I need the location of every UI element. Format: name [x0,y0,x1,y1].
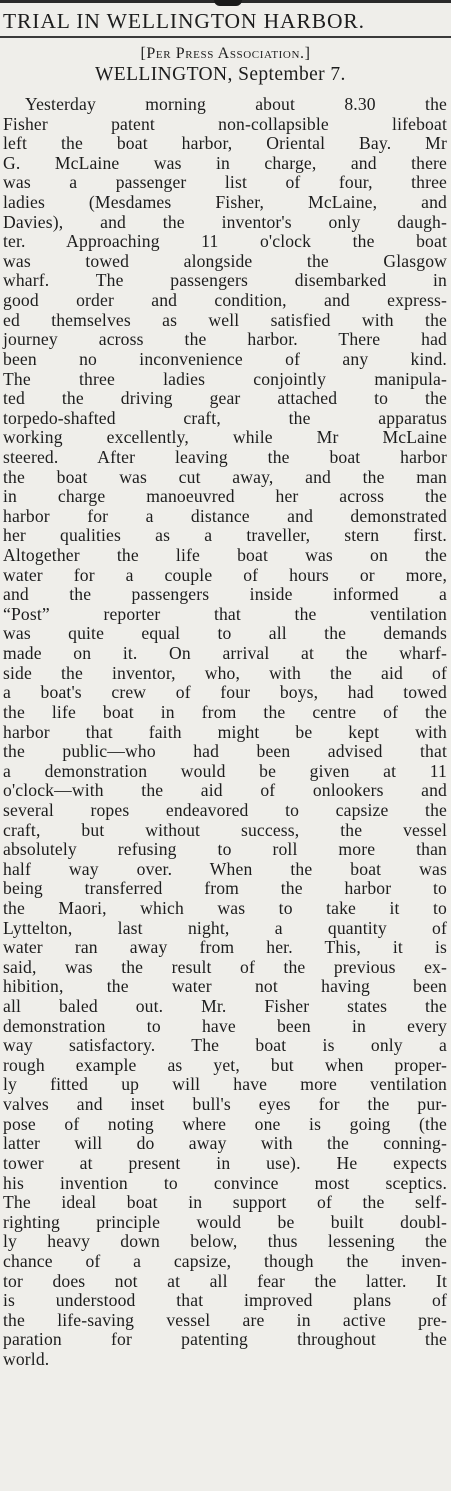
article-line: harbor for a distance and demonstrated [3,505,447,526]
article-line: world. [3,1349,50,1369]
article-line: several ropes endeavored to capsize the [3,799,447,820]
article-line: harbor that faith might be kept with [3,721,447,742]
article-line: hibition, the water not having been [3,976,447,997]
article-line: latter will do away with the conning- [3,1133,447,1154]
article-line: is understood that improved plans of [3,1290,447,1311]
article-line: working excellently, while Mr McLaine [3,427,447,448]
article-line: the boat was cut away, and the man [3,466,447,487]
article-line: made on it. On arrival at the wharf- [3,643,447,664]
article-line: ladies (Mesdames Fisher, McLaine, and [3,192,447,213]
article-line: craft, but without success, the vessel [3,819,447,840]
top-ornament [214,0,242,6]
article-line: his invention to convince most sceptics. [3,1172,447,1193]
article-line: all baled out. Mr. Fisher states the [3,996,447,1017]
article-line: left the boat harbor, Oriental Bay. Mr [3,133,447,154]
article-line: The three ladies conjointly manipula- [3,368,447,389]
article-line: pose of noting where one is going (the [3,1113,447,1134]
article-line: o'clock—with the aid of onlookers and [3,780,447,801]
article-line: a demonstration would be given at 11 [3,760,447,781]
article-line: ted the driving gear attached to the [3,388,447,409]
article-body [3,95,447,1370]
article-line: “Post” reporter that the ventilation [3,603,447,624]
article-line: the public—who had been advised that [3,741,447,762]
article-line: Fisher patent non-collapsible lifeboat [3,113,447,134]
article-line: ter. Approaching 11 o'clock the boat [3,231,447,252]
article-line: righting principle would be built doubl- [3,1211,447,1232]
article-line: was quite equal to all the demands [3,623,447,644]
article-line: ly heavy down below, thus lessening the [3,1231,447,1252]
article-line: demonstration to have been in every [3,1015,447,1036]
article-line: ed themselves as well satisfied with the [3,309,447,330]
headline-rule [0,36,451,38]
article-line: said, was the result of the previous ex- [3,956,447,977]
article-line: water for a couple of hours or more, [3,564,447,585]
article-line: was towed alongside the Glasgow [3,250,447,271]
article-line: tower at present in use). He expects [3,1152,447,1173]
article-line: ly fitted up will have more ventilation [3,1074,447,1095]
article-line: side the inventor, who, with the aid of [3,662,447,683]
article-line: chance of a capsize, though the inven- [3,1250,447,1271]
article-line: half way over. When the boat was [3,858,447,879]
article-line: rough example as yet, but when proper- [3,1054,447,1075]
article-line: torpedo-shafted craft, the apparatus [3,407,447,428]
dateline: WELLINGTON, September 7. [95,64,346,85]
article-line: Yesterday morning about 8.30 the [25,94,447,114]
article-line: good order and condition, and express- [3,290,447,311]
article-line: valves and inset bull's eyes for the pur- [3,1094,447,1115]
article-line: way satisfactory. The boat is only a [3,1035,447,1056]
article-line: the Maori, which was to take it to [3,897,447,918]
article-line: being transferred from the harbor to [3,878,447,899]
article-line: the life-saving vessel are in active pre- [3,1309,447,1330]
article-line: absolutely refusing to roll more than [3,839,447,860]
article-line: tor does not at all fear the latter. It [3,1270,447,1291]
article-line: in charge manoeuvred her across the [3,486,447,507]
article-line: her qualities as a traveller, stern first. [3,525,447,546]
article-line: water ran away from her. This, it is [3,937,447,958]
article-line: a boat's crew of four boys, had towed [3,682,447,703]
article-line: Altogether the life boat was on the [3,545,447,566]
headline: TRIAL IN WELLINGTON HARBOR. [3,9,365,33]
article-line: wharf. The passengers disembarked in [3,270,447,291]
article-line: Davies), and the inventor's only daugh- [3,211,447,232]
article-line: G. McLaine was in charge, and there [3,152,447,173]
byline-text: [Per Press Association.] [140,45,311,62]
article-line: The ideal boat in support of the self- [3,1192,447,1213]
byline [0,44,451,64]
article-line: steered. After leaving the boat harbor [3,446,447,467]
article-line: paration for patenting throughout the [3,1329,447,1350]
article-line: been no inconvenience of any kind. [3,348,447,369]
article-line: was a passenger list of four, three [3,172,447,193]
article-line: Lyttelton, last night, a quantity of [3,917,447,938]
article-line: the life boat in from the centre of the [3,701,447,722]
article-line: journey across the harbor. There had [3,329,447,350]
article-line: and the passengers inside informed a [3,584,447,605]
